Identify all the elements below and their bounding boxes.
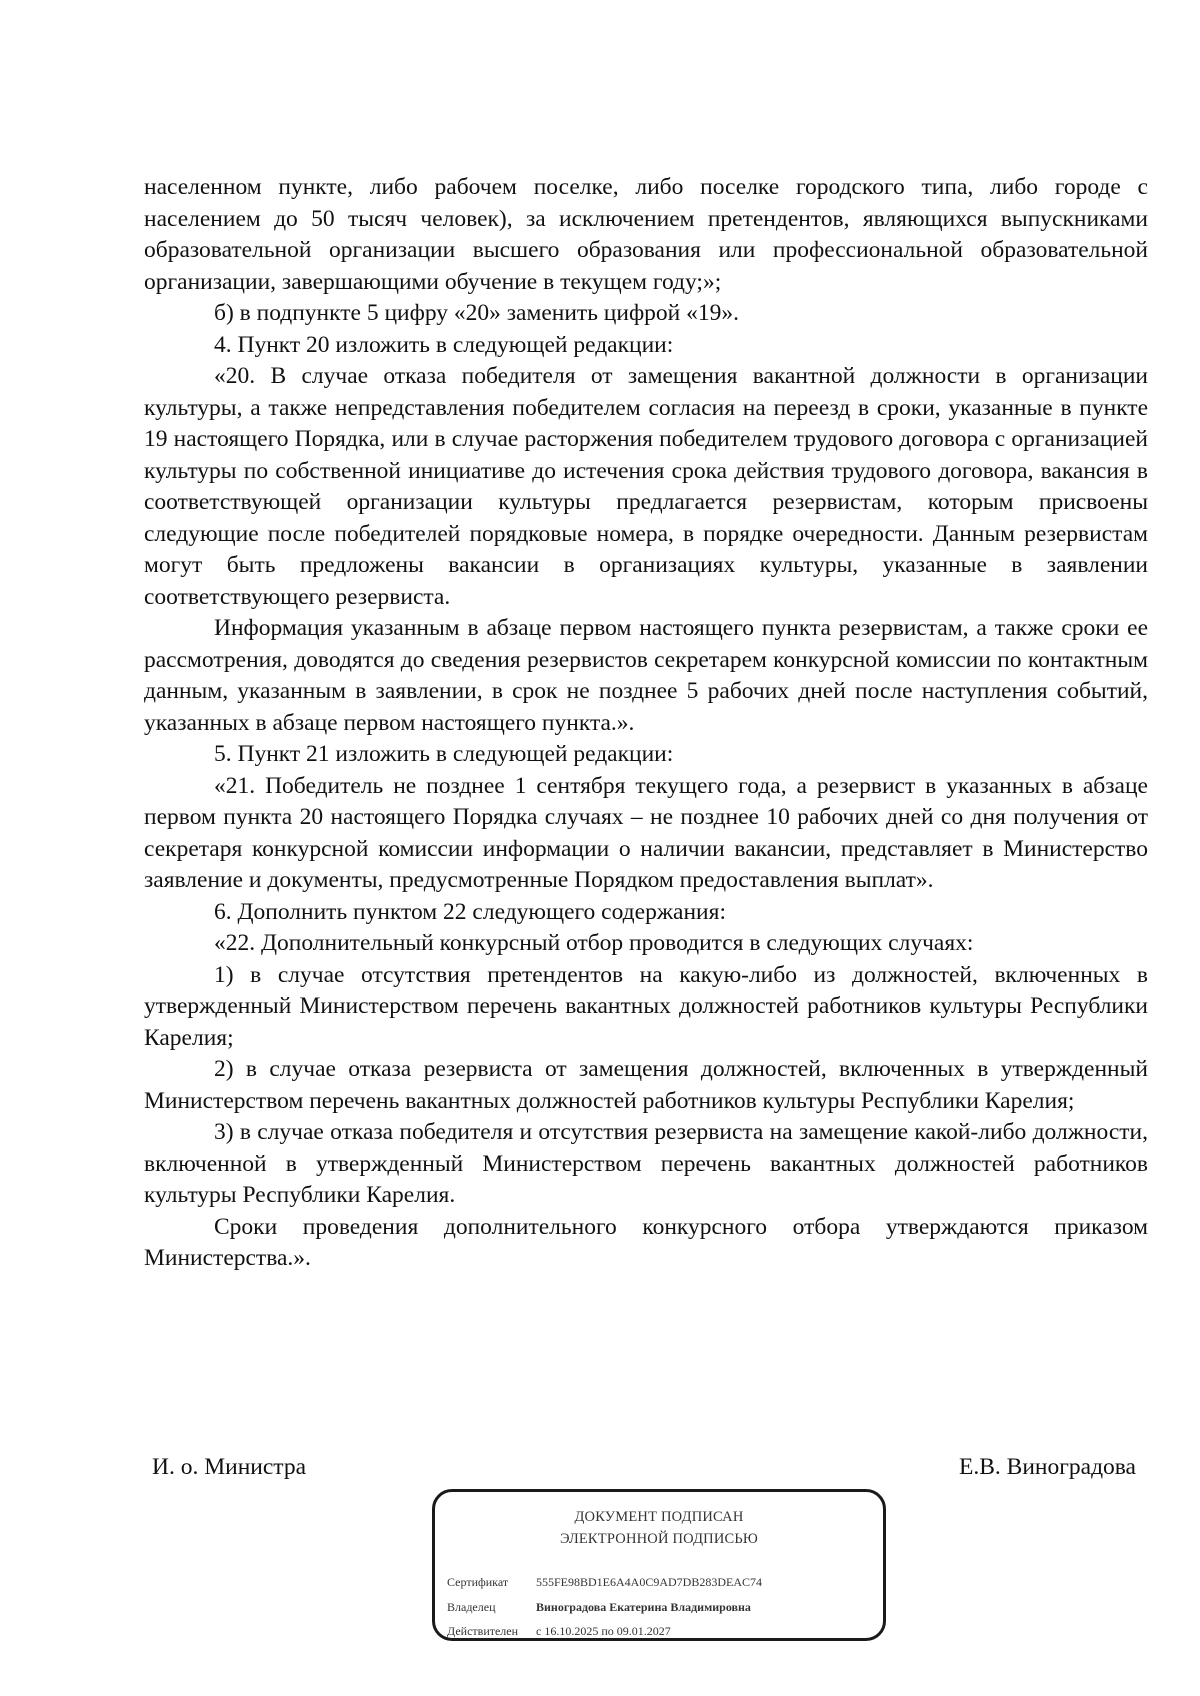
stamp-validity-value: с 16.10.2025 по 09.01.2027 — [536, 1624, 671, 1638]
stamp-owner-row — [447, 1595, 762, 1620]
paragraph: «20. В случае отказа победителя от замещения вакантной должности в организации культуры, а также непредставления победителем согласия на переезд в сроки, указанные в пункте 19 настоящего Порядка, или в случае расторжения победителем трудового договора с организацией культуры по собственной инициативе до истечения срока действия трудового договора, вакансия в соответствующей организации культуры предлагается резервистам, которым присвоены следующие после победителей порядковые номера, в порядке очередности. Данным резервистам могут быть предложены вакансии в организациях культуры, указанные в заявлении соответствующего резервиста. — [144, 363, 1148, 610]
document-body — [144, 172, 1148, 1275]
signatory-name: Е.В. Виноградова — [959, 1454, 1136, 1480]
stamp-title-line: ЭЛЕКТРОННОЙ ПОДПИСЬЮ — [559, 1531, 759, 1547]
paragraph: 4. Пункт 20 изложить в следующей редакции: — [214, 331, 674, 358]
stamp-validity-row — [447, 1619, 762, 1644]
electronic-signature-stamp — [432, 1489, 886, 1641]
paragraph: 2) в случае отказа резервиста от замещения должностей, включенных в утвержденный Министерством перечень вакантных должностей работников культуры Республики Карелия; — [144, 1056, 1148, 1114]
paragraph: Сроки проведения дополнительного конкурсного отбора утверждаются приказом Министерства.». — [144, 1213, 1148, 1271]
stamp-owner-label: Владелец — [447, 1599, 496, 1614]
stamp-certificate-value: 555FE98BD1E6A4A0C9AD7DB283DEAC74 — [536, 1575, 763, 1589]
paragraph: б) в подпункте 5 цифру «20» заменить цифрой «19». — [214, 300, 739, 326]
paragraph: «22. Дополнительный конкурсный отбор проводится в следующих случаях: — [214, 930, 974, 956]
stamp-certificate-label: Сертификат — [447, 1575, 509, 1589]
stamp-owner-value: Виноградова Екатерина Владимировна — [536, 1599, 751, 1614]
stamp-validity-label: Действителен — [447, 1624, 519, 1638]
paragraph: 3) в случае отказа победителя и отсутствия резервиста на замещение какой-либо должности, включенной в утвержденный Министерством перечень вакантных должностей работников культуры Республики Карелия. — [144, 1119, 1148, 1208]
stamp-title-line: ДОКУМЕНТ ПОДПИСАН — [574, 1509, 744, 1525]
paragraph: Информация указанным в абзаце первом настоящего пункта резервистам, а также сроки ее рассмотрения, доводятся до сведения резервистов секретарем конкурсной комиссии по контактным данным, указанным в заявлении, в срок не позднее 5 рабочих дней после наступления событий, указанных в абзаце первом настоящего пункта.». — [144, 615, 1148, 736]
paragraph: 5. Пункт 21 изложить в следующей редакции: — [214, 741, 674, 767]
paragraph: населенном пункте, либо рабочем поселке, либо поселке городского типа, либо городе с населением до 50 тысяч человек), за исключением претендентов, являющихся выпускниками образовательной организации высшего образования или профессиональной образовательной организации, завершающими обучение в текущем году;»; — [144, 174, 1148, 295]
stamp-certificate-row — [447, 1570, 762, 1595]
stamp-details — [447, 1570, 762, 1644]
paragraph: «21. Победитель не позднее 1 сентября текущего года, а резервист в указанных в абзаце первом пункта 20 настоящего Порядка случаях – не позднее 10 рабочих дней со дня получения от секретаря конкурсной комиссии информации о наличии вакансии, представляет в Министерство заявление и документы, предусмотренные Порядком предоставления выплат». — [144, 772, 1148, 893]
paragraph: 6. Дополнить пунктом 22 следующего содержания: — [214, 898, 726, 925]
stamp-title — [435, 1506, 883, 1550]
signatory-position: И. о. Министра — [152, 1454, 307, 1480]
paragraph: 1) в случае отсутствия претендентов на какую-либо из должностей, включенных в утвержденный Министерством перечень вакантных должностей работников культуры Республики Карелия; — [144, 961, 1148, 1051]
